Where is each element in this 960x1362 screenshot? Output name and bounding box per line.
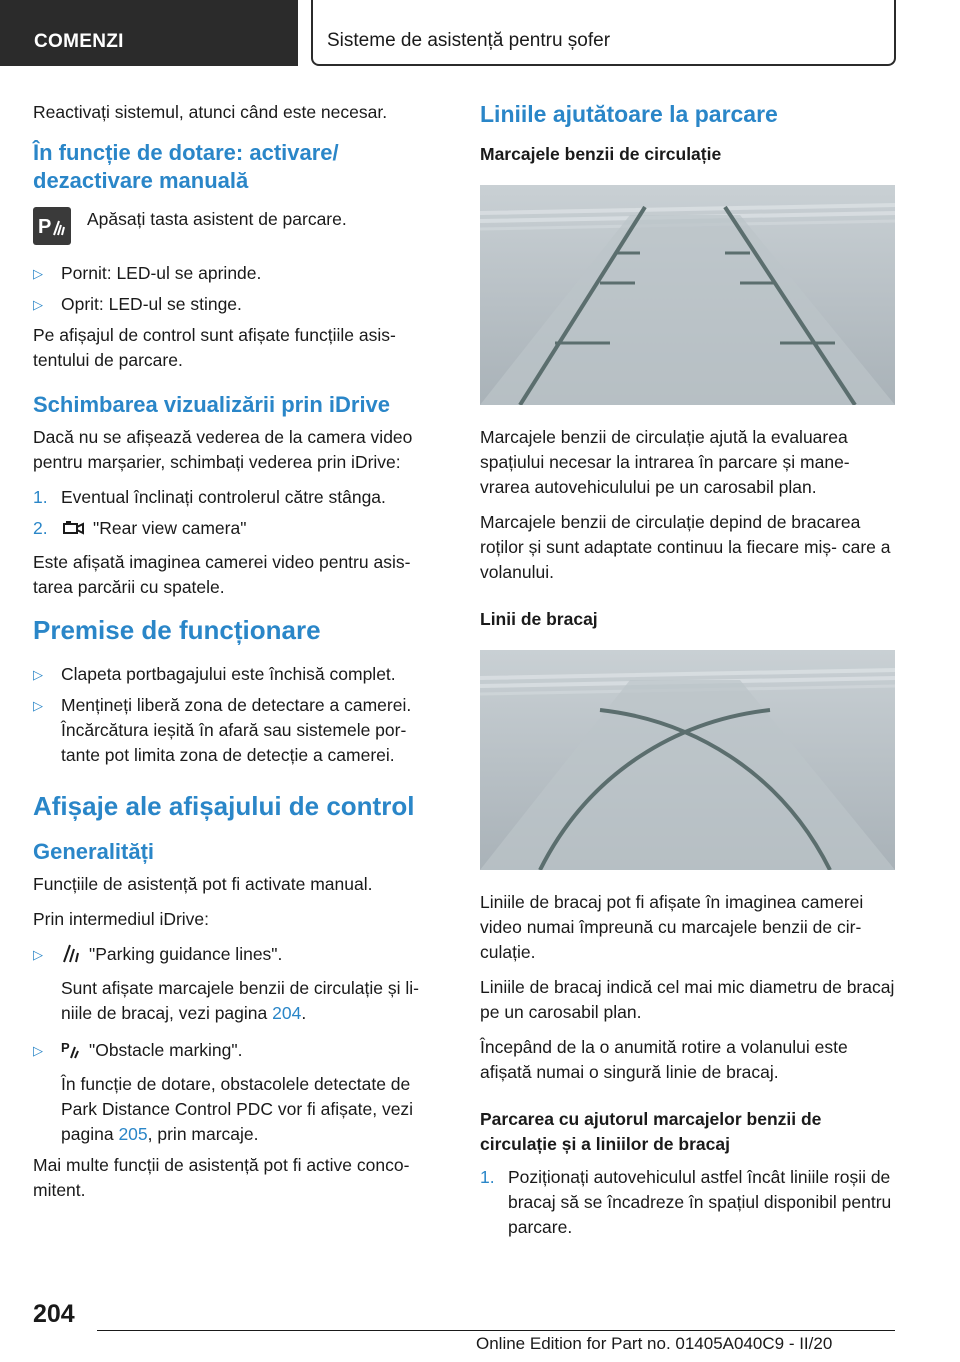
idrive-text: Dacă nu se afișează vederea de la camera video pentru marșarier, schimbați vederea prin iDrive: <box>33 427 413 472</box>
bullet-triangle-icon: ▷ <box>33 266 43 281</box>
step-number: 1. <box>33 487 48 507</box>
list-item <box>33 1038 445 1147</box>
list-item: ▷ "Parking guidance lines". Sunt afișate marcajele benzii de circulație și li- niile de bracaj, vezi pagina 204. <box>33 944 419 1023</box>
lane-paragraph-2: Marcajele benzii de circulație depind de bracarea roților și sunt adaptate continuu la fiecare miș- care a volanului. <box>480 512 891 582</box>
step-item <box>33 516 445 544</box>
page-link[interactable]: 205 <box>118 1124 148 1144</box>
lane-paragraph-1: Marcajele benzii de circulație ajută la evaluarea spațiului necesar la intrarea în parcare și mane- vrarea autovehiculului pe un carosabil plan. <box>480 427 850 497</box>
step-item <box>33 485 445 510</box>
turn-lines-heading: Linii de bracaj <box>480 609 598 629</box>
list-item <box>33 662 445 687</box>
prerequisites-heading: Premise de funcționare <box>33 615 321 645</box>
idrive-heading: Schimbarea vizualizării prin iDrive <box>33 392 391 417</box>
step-number: 1. <box>480 1167 495 1187</box>
svg-text:P: P <box>38 216 52 238</box>
step-number: 2. <box>33 518 48 538</box>
guidance-lines-icon <box>61 943 81 970</box>
prereq-text: Mențineți liberă zona de detectare a camerei. Încărcătura ieșită în afară sau sistemele por- tante pot limita zona de detecție a camerei. <box>61 695 412 765</box>
step-item <box>480 1165 895 1240</box>
prerequisites-list <box>33 662 445 768</box>
led-on-text: Pornit: LED-ul se aprinde. <box>61 263 262 283</box>
turn-paragraph-1: Liniile de bracaj pot fi afișate în imaginea camerei video numai împreună cu marcajele benzii de cir- culație. <box>480 892 864 962</box>
bullet-triangle-icon: ▷ <box>33 698 43 713</box>
option-description-end: , prin marcaje. <box>147 1124 259 1144</box>
general-heading: Generalități <box>33 839 155 864</box>
step-text: "Rear view camera" <box>93 518 247 538</box>
section-tab: COMENZI <box>0 0 298 66</box>
obstacle-marking-icon <box>61 1039 81 1066</box>
led-list <box>33 261 445 317</box>
turn-lines-figure <box>480 650 895 870</box>
more-functions-text: Mai multe funcții de asistență pot fi active conco- mitent. <box>33 1155 410 1200</box>
reactivate-text: Reactivați sistemul, atunci când este necesar. <box>33 102 388 122</box>
rear-camera-icon <box>61 519 85 544</box>
bullet-triangle-icon: ▷ <box>33 667 43 682</box>
bullet-triangle-icon: ▷ <box>33 1043 43 1058</box>
chapter-tab: Sisteme de asistență pentru șofer <box>311 0 896 66</box>
list-item <box>33 261 445 286</box>
step-text: Eventual înclinați controlerul către stânga. <box>61 487 386 507</box>
turn-paragraph-2: Liniile de bracaj indică cel mai mic diametru de bracaj pe un carosabil plan. <box>480 977 895 1022</box>
list-item <box>33 693 445 768</box>
footer-divider <box>97 1330 895 1331</box>
footer-edition: Online Edition for Part no. 01405A040C9 - II/20 <box>476 1334 833 1353</box>
svg-text:P: P <box>61 1040 70 1055</box>
camera-note: Este afișată imaginea camerei video pentru asis- tarea parcării cu spatele. <box>33 552 411 597</box>
left-column <box>33 100 445 1213</box>
display-heading: Afișaje ale afișajului de control <box>33 791 415 821</box>
lane-heading: Marcajele benzii de circulație <box>480 144 722 164</box>
bullet-triangle-icon: ▷ <box>33 297 43 312</box>
park-assist-key-row <box>33 207 445 245</box>
lane-markings-figure <box>480 185 895 405</box>
option-description: În funcție de dotare, obstacolele detectate de Park Distance Control PDC vor fi afișate, vezi pagina <box>61 1074 414 1144</box>
right-column <box>480 100 895 1246</box>
press-key-text: Apăsați tasta asistent de parcare. <box>87 209 347 229</box>
turn-paragraph-3: Începând de la o anumită rotire a volanului este afișată numai o singură linie de bracaj. <box>480 1037 848 1082</box>
display-note: Pe afișajul de control sunt afișate funcțiile asis- tentului de parcare. <box>33 325 396 370</box>
page-number: 204 <box>33 1300 75 1328</box>
via-idrive-text: Prin intermediul iDrive: <box>33 909 210 929</box>
manual-activation-heading: În funcție de dotare: activare/ dezactivare manuală <box>33 140 339 193</box>
bullet-triangle-icon: ▷ <box>33 947 43 962</box>
step-text: Poziționați autovehiculul astfel încât liniile roșii de bracaj să se încadreze în spațiul disponibil pentru parcare. <box>508 1167 892 1237</box>
park-assist-key-icon <box>33 207 71 245</box>
led-off-text: Oprit: LED-ul se stinge. <box>61 294 242 314</box>
option-description: Sunt afișate marcajele benzii de circulație și li- niile de bracaj, vezi pagina <box>61 978 419 1023</box>
option-label: "Obstacle marking". <box>89 1040 243 1060</box>
list-item <box>33 292 445 317</box>
option-label: "Parking guidance lines". <box>89 944 283 964</box>
page-link[interactable]: 204 <box>272 1003 302 1023</box>
guidance-heading: Liniile ajutătoare la parcare <box>480 101 778 127</box>
general-text: Funcțiile de asistență pot fi activate manual. <box>33 874 373 894</box>
prereq-text: Clapeta portbagajului este închisă complet. <box>61 664 396 684</box>
parking-heading: Parcarea cu ajutorul marcajelor benzii de circulație și a liniilor de bracaj <box>480 1109 822 1154</box>
